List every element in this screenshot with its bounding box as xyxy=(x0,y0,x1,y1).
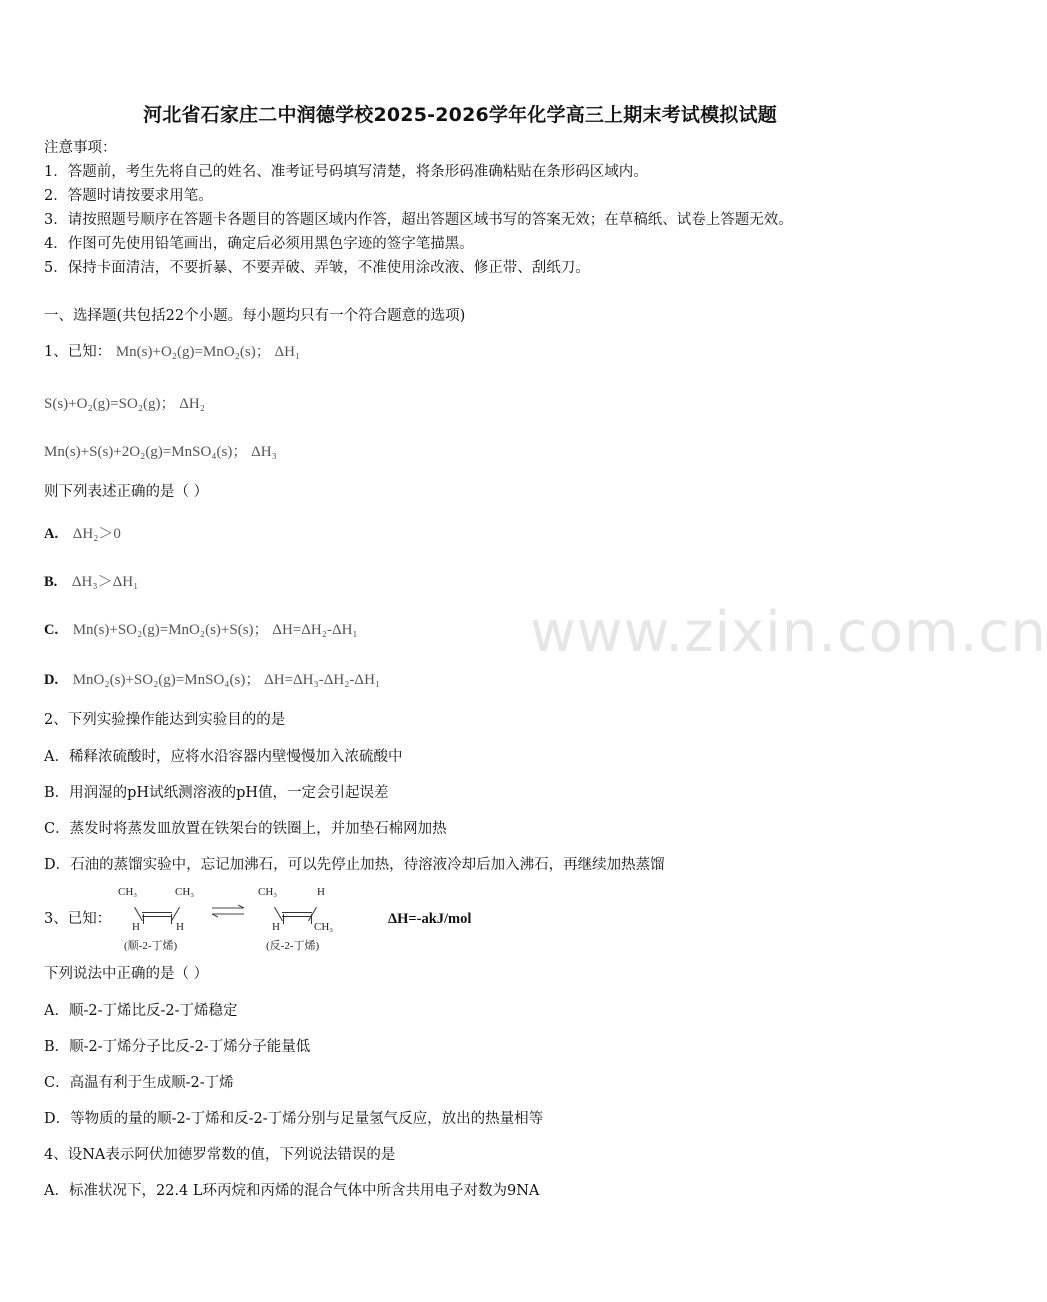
equation-1: Mn(s)+O₂(g)=MnO₂(s)； ΔH₁ xyxy=(115,344,301,360)
question-3-prefix: 3、已知： xyxy=(44,911,112,927)
bond xyxy=(143,914,144,924)
option-label: A. xyxy=(44,526,59,542)
option-text: Mn(s)+SO₂(g)=MnO₂(s)+S(s)； ΔH=ΔH₂-ΔH₁ xyxy=(72,622,358,638)
question-2-stem: 2、下列实验操作能达到实验目的的是 xyxy=(44,712,286,728)
bond xyxy=(283,914,284,924)
molecule-name: (顺-2-丁烯) xyxy=(124,940,178,952)
substituent: CH₃ xyxy=(258,886,278,898)
substituent: H xyxy=(132,921,140,933)
bond xyxy=(274,907,283,921)
q3-option-c: C．高温有利于生成顺-2-丁烯 xyxy=(44,1075,234,1091)
q2-option-c: C．蒸发时将蒸发皿放置在铁架台的铁圈上，并加垫石棉网加热 xyxy=(44,821,447,837)
bond xyxy=(134,907,143,921)
q1-option-d xyxy=(44,670,380,690)
substituent: H xyxy=(272,921,280,933)
note-item: 1．答题前，考生先将自己的姓名、准考证号码填写清楚，将条形码准确粘贴在条形码区域内。 xyxy=(44,164,648,180)
q4-option-a: A．标准状况下，22.4 L环丙烷和丙烯的混合气体中所含共用电子对数为9NA xyxy=(44,1183,540,1199)
option-text: ΔH₂＞0 xyxy=(72,526,121,542)
q3-option-d: D．等物质的量的顺-2-丁烯和反-2-丁烯分别与足量氢气反应，放出的热量相等 xyxy=(44,1111,544,1127)
note-item: 5．保持卡面清洁，不要折暴、不要弄破、弄皱，不准使用涂改液、修正带、刮纸刀。 xyxy=(44,260,590,276)
equation-2: S(s)+O₂(g)=SO₂(g)； ΔH₂ xyxy=(44,396,205,412)
note-item: 3．请按照题号顺序在答题卡各题目的答题区域内作答，超出答题区域书写的答案无效；在草稿纸、试卷上答题无效。 xyxy=(44,212,793,228)
section-heading: 一、选择题(共包括22个小题。每小题均只有一个符合题意的选项) xyxy=(44,308,466,324)
molecule-name: (反-2-丁烯) xyxy=(266,940,320,952)
q3-option-b: B．顺-2-丁烯分子比反-2-丁烯分子能量低 xyxy=(44,1039,311,1055)
substituent: CH₃ xyxy=(118,886,138,898)
bond xyxy=(171,914,172,924)
substituent: CH₃ xyxy=(175,886,195,898)
option-label: C. xyxy=(44,622,59,638)
bond xyxy=(311,914,312,924)
page-title: 河北省石家庄二中润德学校2025-2026学年化学高三上期末考试模拟试题 xyxy=(143,104,777,126)
note-item: 2．答题时请按要求用笔。 xyxy=(44,188,213,204)
question-1-line xyxy=(44,342,300,362)
substituent: H xyxy=(176,921,184,933)
substituent: CH₃ xyxy=(314,921,334,933)
option-text: MnO₂(s)+SO₂(g)=MnSO₄(s)； ΔH=ΔH₃-ΔH₂-ΔH₁ xyxy=(72,672,381,688)
question-1-stem: 则下列表述正确的是（ ） xyxy=(44,484,209,500)
notes-heading: 注意事项： xyxy=(44,140,117,156)
substituent: H xyxy=(317,886,325,898)
question-3-stem: 下列说法中正确的是（ ） xyxy=(44,966,209,982)
equation-3: Mn(s)+S(s)+2O₂(g)=MnSO₄(s)； ΔH₃ xyxy=(44,444,277,460)
option-text: ΔH₃＞ΔH₁ xyxy=(71,574,139,590)
q2-option-d: D．石油的蒸馏实验中，忘记加沸石，可以先停止加热，待溶液冷却后加入沸石，再继续加热蒸馏 xyxy=(44,857,665,873)
double-bond xyxy=(142,912,172,913)
q1-option-a xyxy=(44,524,121,544)
bond xyxy=(308,907,317,921)
watermark: www.zixin.com.cn xyxy=(530,600,1047,665)
q1-option-b xyxy=(44,572,138,592)
question-1-prefix: 1、已知： xyxy=(44,344,112,360)
q3-option-a: A．顺-2-丁烯比反-2-丁烯稳定 xyxy=(44,1003,238,1019)
q2-option-a: A．稀释浓硫酸时，应将水沿容器内壁慢慢加入浓硫酸中 xyxy=(44,749,403,765)
option-label: D. xyxy=(44,672,59,688)
option-label: B. xyxy=(44,574,58,590)
q1-option-c xyxy=(44,620,358,640)
bond xyxy=(171,907,180,921)
enthalpy-change: ΔH=-akJ/mol xyxy=(388,911,472,927)
q2-option-b: B．用润湿的pH试纸测溶液的pH值，一定会引起误差 xyxy=(44,785,389,801)
question-4-stem: 4、设NA表示阿伏加德罗常数的值，下列说法错误的是 xyxy=(44,1147,396,1163)
equilibrium-arrow-icon xyxy=(210,904,246,918)
double-bond xyxy=(142,916,172,917)
double-bond xyxy=(282,912,312,913)
note-item: 4．作图可先使用铅笔画出，确定后必须用黑色字迹的签字笔描黑。 xyxy=(44,236,474,252)
double-bond xyxy=(282,916,312,917)
